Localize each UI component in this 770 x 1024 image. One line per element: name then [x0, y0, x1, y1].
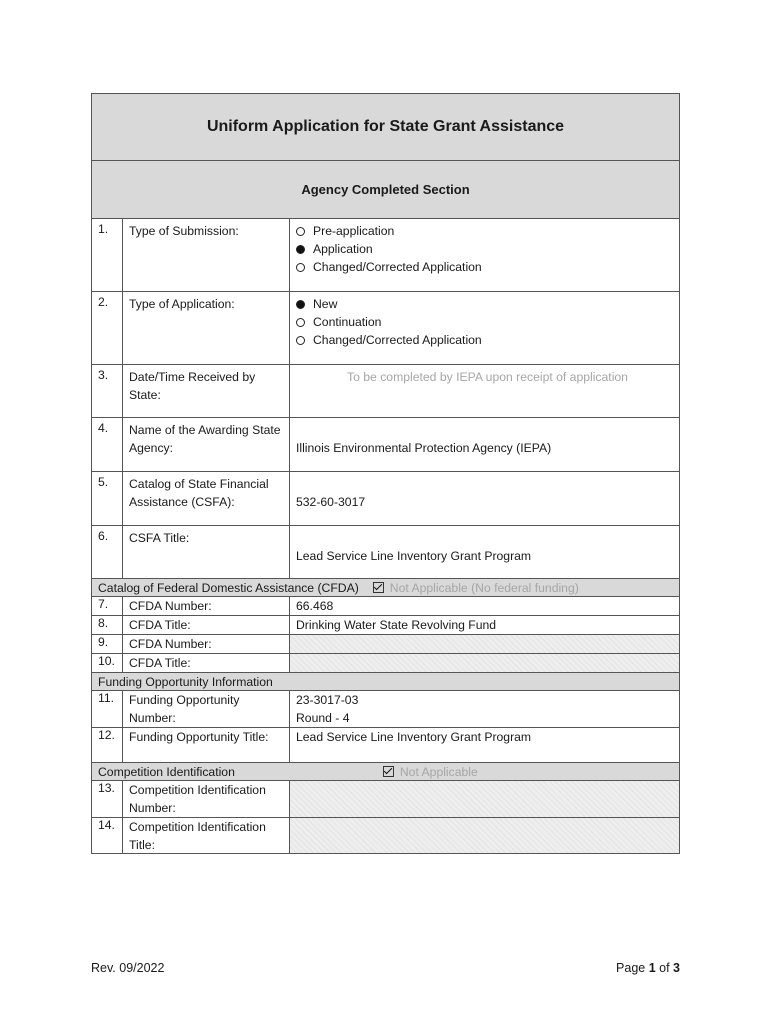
row-awarding-agency [92, 418, 679, 472]
checkbox-checked-icon[interactable] [373, 582, 384, 593]
row-number: 8. [92, 616, 123, 634]
row-number: 6. [92, 526, 123, 578]
form-title: Uniform Application for State Grant Assistance [92, 94, 679, 161]
row-label: CFDA Number: [123, 597, 290, 615]
row-date-received [92, 365, 679, 418]
competition-not-applicable[interactable]: Not Applicable [383, 765, 478, 779]
csfa-title-value[interactable]: Lead Service Line Inventory Grant Program [296, 549, 532, 563]
cfda-number-2-field[interactable] [290, 635, 679, 653]
radio-option[interactable]: New [296, 295, 679, 313]
row-cfda-number-2 [92, 635, 679, 654]
row-number: 9. [92, 635, 123, 653]
row-label: Type of Submission: [123, 219, 290, 291]
row-number: 14. [92, 818, 123, 853]
row-label: CFDA Title: [123, 616, 290, 634]
row-label: CSFA Title: [123, 526, 290, 578]
row-number: 10. [92, 654, 123, 672]
row-funding-title [92, 728, 679, 763]
row-label: CFDA Number: [123, 635, 290, 653]
funding-title-value[interactable]: Lead Service Line Inventory Grant Program [296, 730, 532, 744]
row-number: 2. [92, 292, 123, 364]
row-cfda-title-2 [92, 654, 679, 673]
row-number: 5. [92, 472, 123, 525]
row-number: 1. [92, 219, 123, 291]
row-label: Funding Opportunity Title: [123, 728, 290, 762]
row-label: Competition Identification Number: [123, 781, 290, 817]
radio-option[interactable]: Application [296, 240, 679, 258]
competition-heading: Competition Identification [98, 764, 235, 779]
row-number: 11. [92, 691, 123, 727]
competition-title-field[interactable] [290, 818, 679, 853]
funding-heading: Funding Opportunity Information [98, 674, 273, 689]
cfda-section-header [92, 579, 679, 597]
radio-filled-icon[interactable] [296, 245, 305, 254]
competition-section-header [92, 763, 679, 781]
row-label: Competition Identification Title: [123, 818, 290, 853]
row-competition-number [92, 781, 679, 818]
row-label: Funding Opportunity Number: [123, 691, 290, 727]
row-cfda-number [92, 597, 679, 616]
row-number: 12. [92, 728, 123, 762]
funding-number-value[interactable] [290, 691, 679, 727]
cfda-heading: Catalog of Federal Domestic Assistance (CFDA) [98, 580, 359, 595]
row-competition-title [92, 818, 679, 853]
section-heading: Agency Completed Section [92, 161, 679, 219]
date-received-placeholder: To be completed by IEPA upon receipt of application [347, 370, 628, 384]
application-options [290, 292, 679, 364]
row-funding-number [92, 691, 679, 728]
radio-option[interactable]: Continuation [296, 313, 679, 331]
radio-empty-icon[interactable] [296, 227, 305, 236]
row-label: Name of the Awarding State Agency: [123, 418, 290, 471]
cfda-title-2-field[interactable] [290, 654, 679, 672]
grant-application-form [91, 93, 680, 854]
row-type-of-application [92, 292, 679, 365]
funding-number-line: 23-3017-03 [296, 693, 359, 707]
funding-section-header [92, 673, 679, 691]
radio-option[interactable]: Changed/Corrected Application [296, 331, 679, 349]
row-csfa [92, 472, 679, 526]
radio-empty-icon[interactable] [296, 336, 305, 345]
checkbox-checked-icon[interactable] [383, 766, 394, 777]
radio-empty-icon[interactable] [296, 318, 305, 327]
row-label: Date/Time Received by State: [123, 365, 290, 417]
funding-round-line: Round - 4 [296, 711, 350, 725]
radio-option[interactable]: Changed/Corrected Application [296, 258, 679, 276]
row-type-of-submission [92, 219, 679, 292]
radio-empty-icon[interactable] [296, 263, 305, 272]
page-number: Page 1 of 3 [616, 961, 680, 975]
row-cfda-title [92, 616, 679, 635]
row-number: 4. [92, 418, 123, 471]
row-csfa-title [92, 526, 679, 579]
radio-option[interactable]: Pre-application [296, 222, 679, 240]
radio-filled-icon[interactable] [296, 300, 305, 309]
row-label: Type of Application: [123, 292, 290, 364]
awarding-agency-value[interactable]: Illinois Environmental Protection Agency (IEPA) [296, 441, 552, 455]
cfda-title-value[interactable]: Drinking Water State Revolving Fund [296, 618, 497, 632]
cfda-not-applicable[interactable]: Not Applicable (No federal funding) [373, 581, 579, 595]
csfa-value[interactable]: 532-60-3017 [296, 495, 366, 509]
row-number: 7. [92, 597, 123, 615]
competition-number-field[interactable] [290, 781, 679, 817]
cfda-number-value[interactable]: 66.468 [296, 599, 334, 613]
revision-date: Rev. 09/2022 [91, 961, 165, 975]
row-label: Catalog of State Financial Assistance (CSFA): [123, 472, 290, 525]
submission-options [290, 219, 679, 291]
row-number: 3. [92, 365, 123, 417]
row-number: 13. [92, 781, 123, 817]
row-label: CFDA Title: [123, 654, 290, 672]
